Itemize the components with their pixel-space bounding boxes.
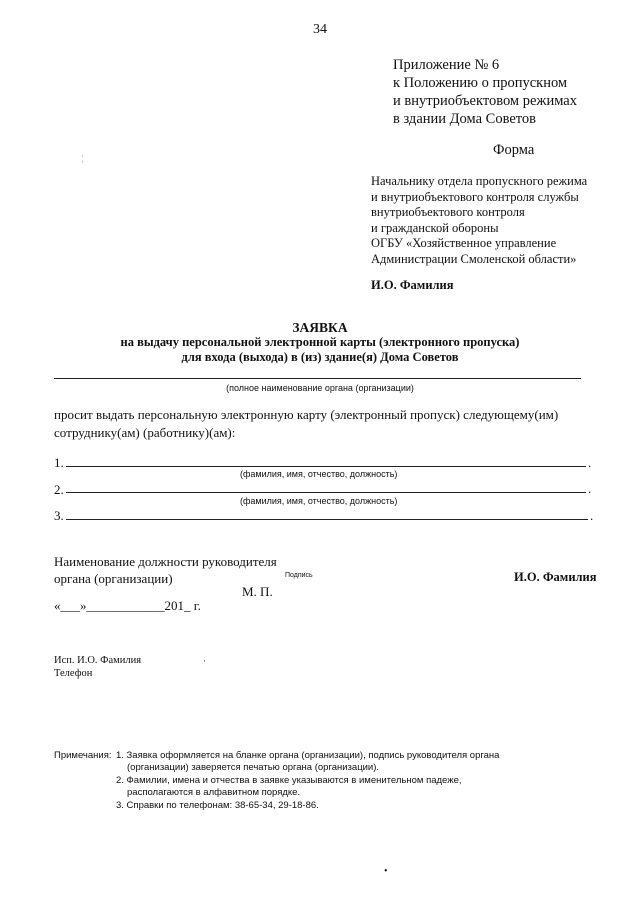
note-3: 3. Справки по телефонам: 38-65-34, 29-18-86. [116, 800, 319, 811]
org-name-caption: (полное наименование органа (организации) [226, 383, 414, 393]
employee-number-2: 2. [54, 482, 64, 497]
form-label: Форма [493, 142, 535, 158]
appendix-line-2: к Положению о пропускном [393, 75, 568, 91]
head-position-line-1: Наименование должности руководителя [54, 554, 277, 569]
addressee-line-4: и гражданской обороны [371, 220, 499, 235]
seal-place: М. П. [242, 584, 273, 599]
request-line-1: просит выдать персональную электронную карту (электронный пропуск) следующему(им) [54, 407, 559, 422]
executor-name: Исп. И.О. Фамилия [54, 655, 142, 666]
employee-number-3: 3. [54, 508, 64, 523]
scan-speck: ¦ [82, 154, 84, 163]
note-2-line-2: располагаются в алфавитном порядке. [127, 787, 301, 798]
addressee-line-2: и внутриобъектового контроля службы [371, 189, 579, 204]
appendix-header [393, 56, 577, 128]
employee-line-1-end: . [588, 455, 592, 470]
addressee-line-6: Администрации Смоленской области» [371, 251, 577, 266]
addressee-line-3: внутриобъектового контроля [371, 205, 525, 219]
executor-phone: Телефон [54, 668, 93, 679]
appendix-line-4: в здании Дома Советов [393, 111, 537, 127]
employee-line-1 [66, 466, 586, 467]
addressee-line-1: Начальнику отдела пропускного режима [371, 174, 588, 188]
addressee-block [371, 174, 587, 267]
employee-line-2-end: . [588, 481, 592, 496]
employee-line-3-end: . [590, 508, 594, 523]
signature-label: Подпись [285, 572, 313, 579]
employee-number-1: 1. [54, 455, 64, 470]
head-position-block [54, 553, 277, 587]
scan-speck-3: • [384, 866, 388, 877]
title-line-3: для входа (выхода) в (из) здание(я) Дома Советов [181, 350, 459, 364]
org-name-line [54, 378, 581, 379]
note-1-line-1: 1. Заявка оформляется на бланке органа (организации), подпись руководителя органа [116, 750, 500, 761]
page-number: 34 [313, 22, 327, 37]
notes-label: Примечания: [54, 750, 112, 761]
employee-caption-1: (фамилия, имя, отчество, должность) [240, 469, 398, 479]
request-text [54, 406, 558, 442]
appendix-line-3: и внутриобъектовом режимах [393, 93, 577, 109]
title-line-1: ЗАЯВКА [292, 320, 348, 335]
date-field: «___»____________201_ г. [54, 598, 201, 613]
appendix-line-1: Приложение № 6 [393, 57, 500, 73]
note-1-line-2: (организации) заверяется печатью органа (организации). [127, 762, 380, 773]
scan-speck-2: · [203, 656, 206, 666]
head-name: И.О. Фамилия [514, 570, 597, 584]
addressee-name: И.О. Фамилия [371, 278, 454, 292]
employee-line-3 [66, 519, 588, 520]
employee-line-2 [66, 492, 586, 493]
request-line-2: сотруднику(ам) (работнику)(ам): [54, 425, 236, 440]
note-2-line-1: 2. Фамилии, имена и отчества в заявке указываются в именительном падеже, [116, 775, 462, 786]
title-line-2: на выдачу персональной электронной карты (электронного пропуска) [120, 335, 520, 349]
document-title [0, 320, 640, 365]
executor-block [54, 654, 141, 680]
addressee-line-5: ОГБУ «Хозяйственное управление [371, 236, 557, 250]
head-position-line-2: органа (организации) [54, 571, 173, 586]
employee-caption-2: (фамилия, имя, отчество, должность) [240, 496, 398, 506]
